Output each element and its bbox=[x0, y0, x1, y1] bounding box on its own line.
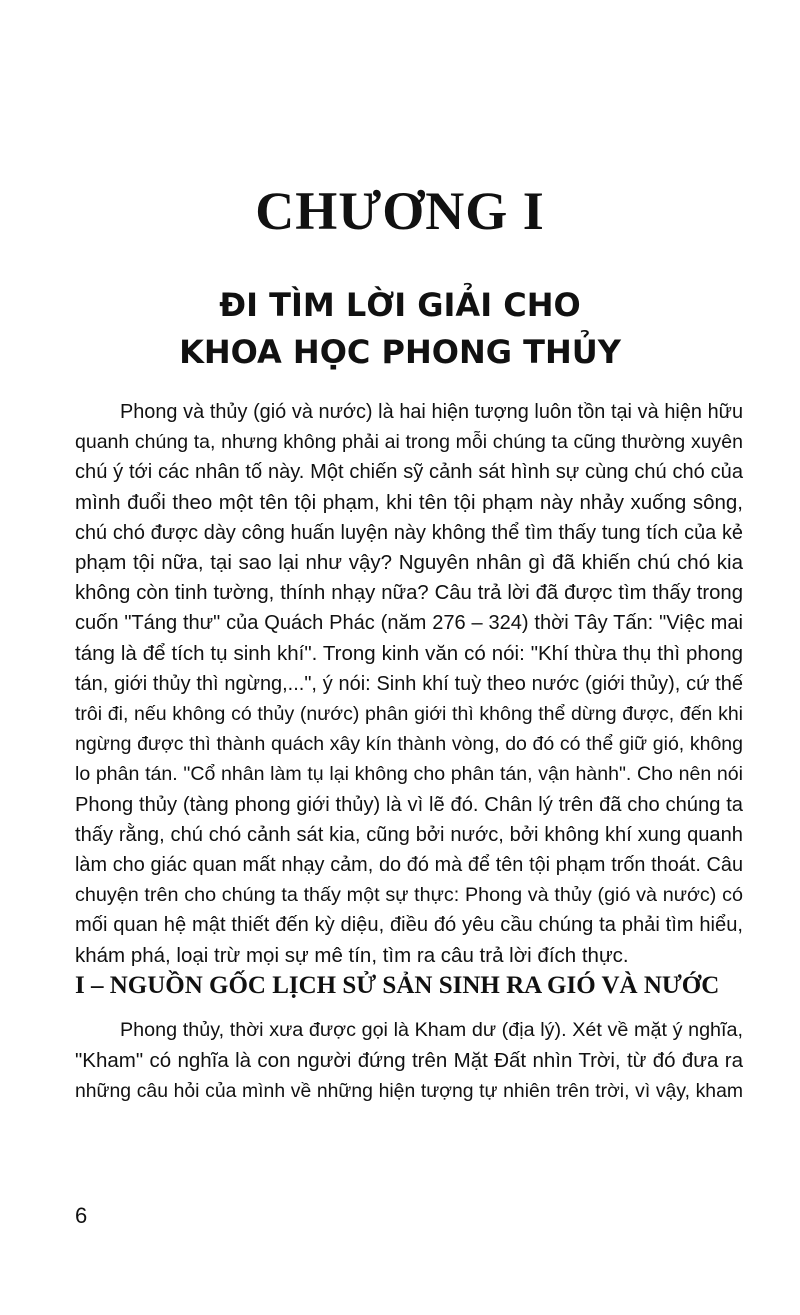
paragraph-line: làm cho giác quan mất nhạy cảm, do đó mà để tên tội phạm trốn thoát. Câu bbox=[75, 854, 743, 877]
intro-paragraph bbox=[75, 397, 743, 971]
paragraph-line: trôi đi, nếu không có thủy (nước) phân giới thì không thể dừng được, đến khi bbox=[75, 703, 743, 726]
paragraph-line: ngừng được thì thành quách xây kín thành vòng, do đó có thể giữ gió, không bbox=[75, 733, 743, 756]
section-heading: I – NGUỒN GỐC LỊCH SỬ SẢN SINH RA GIÓ VÀ NƯỚC bbox=[75, 972, 720, 999]
paragraph-line: tán, giới thủy thì ngừng,...", ý nói: Sinh khí tuỳ theo nước (giới thủy), cứ thế bbox=[75, 672, 743, 695]
paragraph-line: "Kham" có nghĩa là con người đứng trên Mặt Đất nhìn Trời, từ đó đưa ra bbox=[75, 1048, 743, 1072]
chapter-title-line: ĐI TÌM LỜI GIẢI CHO bbox=[219, 286, 581, 324]
paragraph-line: táng là để tích tụ sinh khí". Trong kinh văn có nói: "Khí thừa thụ thì phong bbox=[75, 641, 743, 665]
paragraph-line: chú ý tới các nhân tố này. Một chiến sỹ cảnh sát hình sự cùng chú chó của bbox=[75, 461, 743, 484]
paragraph-line: những câu hỏi của mình về những hiện tượng tự nhiên trên trời, vì vậy, kham bbox=[75, 1080, 743, 1102]
paragraph-line: Phong thủy (tàng phong giới thủy) là vì lẽ đó. Chân lý trên đã cho chúng ta bbox=[75, 793, 743, 816]
paragraph-line: Phong thủy, thời xưa được gọi là Kham dư (địa lý). Xét về mặt ý nghĩa, bbox=[120, 1019, 743, 1041]
paragraph-line: Phong và thủy (gió và nước) là hai hiện tượng luôn tồn tại và hiện hữu bbox=[120, 401, 743, 423]
chapter-title bbox=[0, 282, 800, 376]
paragraph-line: mình đuổi theo một tên tội phạm, khi tên tội phạm này nhảy xuống sông, bbox=[75, 490, 743, 514]
paragraph-line: khám phá, loại trừ mọi sự mê tín, tìm ra câu trả lời đích thực. bbox=[75, 943, 629, 967]
paragraph-line: lo phân tán. "Cổ nhân làm tụ lại không cho phân tán, vận hành". Cho nên nói bbox=[75, 763, 743, 786]
paragraph-line: không còn tinh tường, thính nhạy nữa? Câu trả lời đã được tìm thấy trong bbox=[75, 582, 743, 605]
page-number: 6 bbox=[75, 1203, 88, 1228]
paragraph-line: chú chó được dày công huấn luyện này không thể tìm thấy tung tích của kẻ bbox=[75, 521, 743, 544]
chapter-title-line: KHOA HỌC PHONG THỦY bbox=[179, 333, 621, 371]
paragraph-line: quanh chúng ta, nhưng không phải ai trong mỗi chúng ta cũng thường xuyên bbox=[75, 431, 743, 454]
paragraph-line: mối quan hệ mật thiết đến kỳ diệu, điều đó yêu cầu chúng ta phải tìm hiểu, bbox=[75, 914, 743, 937]
paragraph-line: chuyện trên cho chúng ta thấy một sự thực: Phong và thủy (gió và nước) có bbox=[75, 884, 743, 907]
section-paragraph bbox=[75, 1015, 743, 1107]
paragraph-line: phạm tội nữa, tại sao lại như vậy? Nguyên nhân gì đã khiến chú chó kia bbox=[75, 551, 743, 575]
chapter-number: CHƯƠNG I bbox=[255, 181, 545, 241]
paragraph-line: cuốn "Táng thư" của Quách Phác (năm 276 – 324) thời Tây Tấn: "Việc mai bbox=[75, 612, 743, 635]
paragraph-line: thấy rằng, chú chó cảnh sát kia, cũng bởi nước, bởi không khí xung quanh bbox=[75, 823, 743, 846]
